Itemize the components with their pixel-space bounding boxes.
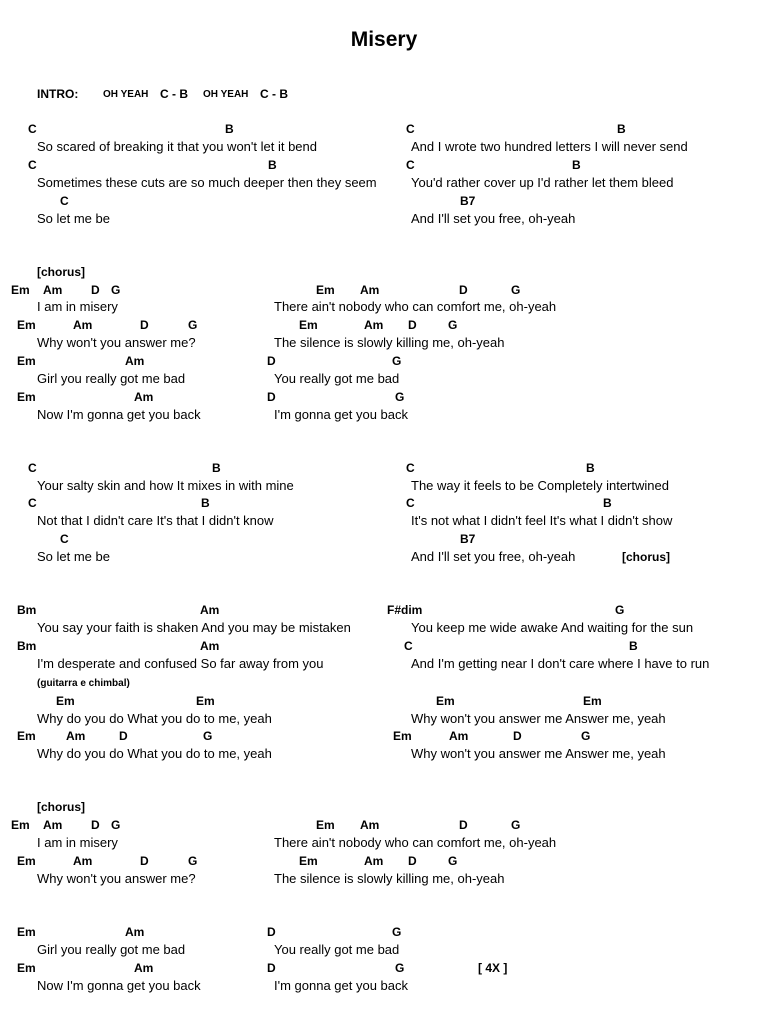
lyric-line: Sometimes these cuts are so much deeper then they seem [37, 175, 377, 190]
chord: Em [436, 694, 455, 708]
chord: D [267, 354, 276, 368]
chord: G [448, 854, 458, 868]
chord: Em [17, 354, 36, 368]
chord: B [603, 496, 612, 510]
intro-oh-yeah-2: OH YEAH [203, 89, 249, 100]
lyric-line: I am in misery [37, 835, 118, 850]
chord: Am [134, 390, 154, 404]
chord: Am [364, 854, 384, 868]
intro-oh-yeah-1: OH YEAH [103, 89, 149, 100]
chord: D [140, 318, 149, 332]
chord: F#dim [387, 603, 423, 617]
chord: Em [196, 694, 215, 708]
lyric-line: The silence is slowly killing me, oh-yeah [274, 335, 505, 350]
chord: D [91, 283, 100, 297]
chord: Am [360, 818, 380, 832]
intro-chords-1: C - B [160, 87, 188, 101]
chord: Em [17, 318, 36, 332]
lyric-line: And I'll set you free, oh-yeah [411, 549, 576, 564]
song-title: Misery [350, 28, 418, 51]
lyric-line: I'm gonna get you back [274, 978, 409, 993]
chord: Em [17, 925, 36, 939]
chord: G [188, 854, 198, 868]
chord: C [406, 461, 415, 475]
lyric-line: Why won't you answer me? [37, 335, 196, 350]
chord: G [392, 354, 402, 368]
lyric-line: Your salty skin and how It mixes in with mine [37, 478, 294, 493]
lyric-line: I am in misery [37, 299, 118, 314]
chord: D [267, 390, 276, 404]
chord: Em [56, 694, 75, 708]
lyric-line: Girl you really got me bad [37, 371, 186, 386]
chorus-marker: [chorus] [622, 550, 670, 564]
chord: C [404, 639, 413, 653]
lyric-line: The way it feels to be Completely intertwined [411, 478, 669, 493]
chord: D [459, 283, 468, 297]
chord: G [111, 283, 121, 297]
chord: C [28, 461, 37, 475]
chord: G [511, 283, 521, 297]
chord: C [60, 194, 69, 208]
chord: Am [43, 818, 63, 832]
chord: Am [449, 729, 469, 743]
chord: Am [125, 354, 145, 368]
chord: D [91, 818, 100, 832]
chord: G [395, 961, 405, 975]
chord: Am [73, 854, 93, 868]
lyric-line: And I wrote two hundred letters I will never send [411, 139, 688, 154]
chord: D [267, 925, 276, 939]
lyric-line: Now I'm gonna get you back [37, 978, 201, 993]
lyric-line: Why won't you answer me? [37, 871, 196, 886]
lyric-line: You really got me bad [274, 371, 400, 386]
chord: C [28, 122, 37, 136]
chord: G [581, 729, 591, 743]
chord: C [406, 158, 415, 172]
chord: D [140, 854, 149, 868]
lyric-line: You'd rather cover up I'd rather let them bleed [411, 175, 674, 190]
chord: B [201, 496, 210, 510]
chord: B [617, 122, 626, 136]
chord: C [406, 496, 415, 510]
chord: Am [360, 283, 380, 297]
chord: Am [66, 729, 86, 743]
chord: Am [200, 639, 220, 653]
lyric-line: Why do you do What you do to me, yeah [37, 711, 272, 726]
lyric-line: The silence is slowly killing me, oh-yeah [274, 871, 505, 886]
chord: D [119, 729, 128, 743]
chord: Em [17, 961, 36, 975]
intro-label: INTRO: [37, 87, 79, 101]
chord: Am [200, 603, 220, 617]
chord: Am [134, 961, 154, 975]
chord: B [572, 158, 581, 172]
lyric-line: You really got me bad [274, 942, 400, 957]
chord: G [203, 729, 213, 743]
chord: G [511, 818, 521, 832]
chord: B [225, 122, 234, 136]
chord: D [267, 961, 276, 975]
section-label: [chorus] [37, 265, 85, 279]
lyric-line: So let me be [37, 549, 110, 564]
lyric-line: And I'm getting near I don't care where I have to run [411, 656, 710, 671]
chord: Am [125, 925, 145, 939]
lyric-line: And I'll set you free, oh-yeah [411, 211, 576, 226]
lyric-line: Why won't you answer me Answer me, yeah [411, 711, 666, 726]
instrument-note: (guitarra e chimbal) [37, 678, 130, 689]
chord: D [459, 818, 468, 832]
chord: Em [17, 390, 36, 404]
chord: B [586, 461, 595, 475]
repeat-marker: [ 4X ] [478, 961, 508, 975]
section-label: [chorus] [37, 800, 85, 814]
chord: C [60, 532, 69, 546]
chord: Bm [17, 603, 37, 617]
chord: G [448, 318, 458, 332]
chord: Em [316, 283, 335, 297]
chord: Em [393, 729, 412, 743]
lyric-line: Why do you do What you do to me, yeah [37, 746, 272, 761]
lyric-line: Girl you really got me bad [37, 942, 186, 957]
lyric-line: Why won't you answer me Answer me, yeah [411, 746, 666, 761]
lyric-line: You say your faith is shaken And you may be mistaken [37, 620, 351, 635]
lyric-line: It's not what I didn't feel It's what I didn't show [411, 513, 673, 528]
chord: Em [17, 729, 36, 743]
chord: Am [73, 318, 93, 332]
chord: Bm [17, 639, 37, 653]
lyric-line: I'm desperate and confused So far away from you [37, 656, 324, 671]
chord: B7 [460, 532, 476, 546]
lyric-line: So scared of breaking it that you won't let it bend [37, 139, 317, 154]
chord: Em [583, 694, 602, 708]
chord: Em [299, 854, 318, 868]
chord: Em [11, 818, 30, 832]
chord: C [406, 122, 415, 136]
chord: G [111, 818, 121, 832]
chord: Am [364, 318, 384, 332]
chord: D [513, 729, 522, 743]
chord: Em [299, 318, 318, 332]
chord: G [615, 603, 625, 617]
chord: Em [11, 283, 30, 297]
chord: B [212, 461, 221, 475]
chord: B [268, 158, 277, 172]
lyric-line: Now I'm gonna get you back [37, 407, 201, 422]
chord: G [188, 318, 198, 332]
chord: Am [43, 283, 63, 297]
lyric-line: You keep me wide awake And waiting for the sun [411, 620, 694, 635]
chord: C [28, 158, 37, 172]
chord: G [392, 925, 402, 939]
chord: D [408, 854, 417, 868]
chord: G [395, 390, 405, 404]
chord: D [408, 318, 417, 332]
chord: C [28, 496, 37, 510]
intro-chords-2: C - B [260, 87, 288, 101]
chord: Em [316, 818, 335, 832]
chord: Em [17, 854, 36, 868]
lyric-line: So let me be [37, 211, 110, 226]
chord: B [629, 639, 638, 653]
chord: B7 [460, 194, 476, 208]
lyric-line: There ain't nobody who can comfort me, oh-yeah [274, 299, 557, 314]
lyric-line: Not that I didn't care It's that I didn't know [37, 513, 274, 528]
lyric-line: There ain't nobody who can comfort me, oh-yeah [274, 835, 557, 850]
lyric-line: I'm gonna get you back [274, 407, 409, 422]
